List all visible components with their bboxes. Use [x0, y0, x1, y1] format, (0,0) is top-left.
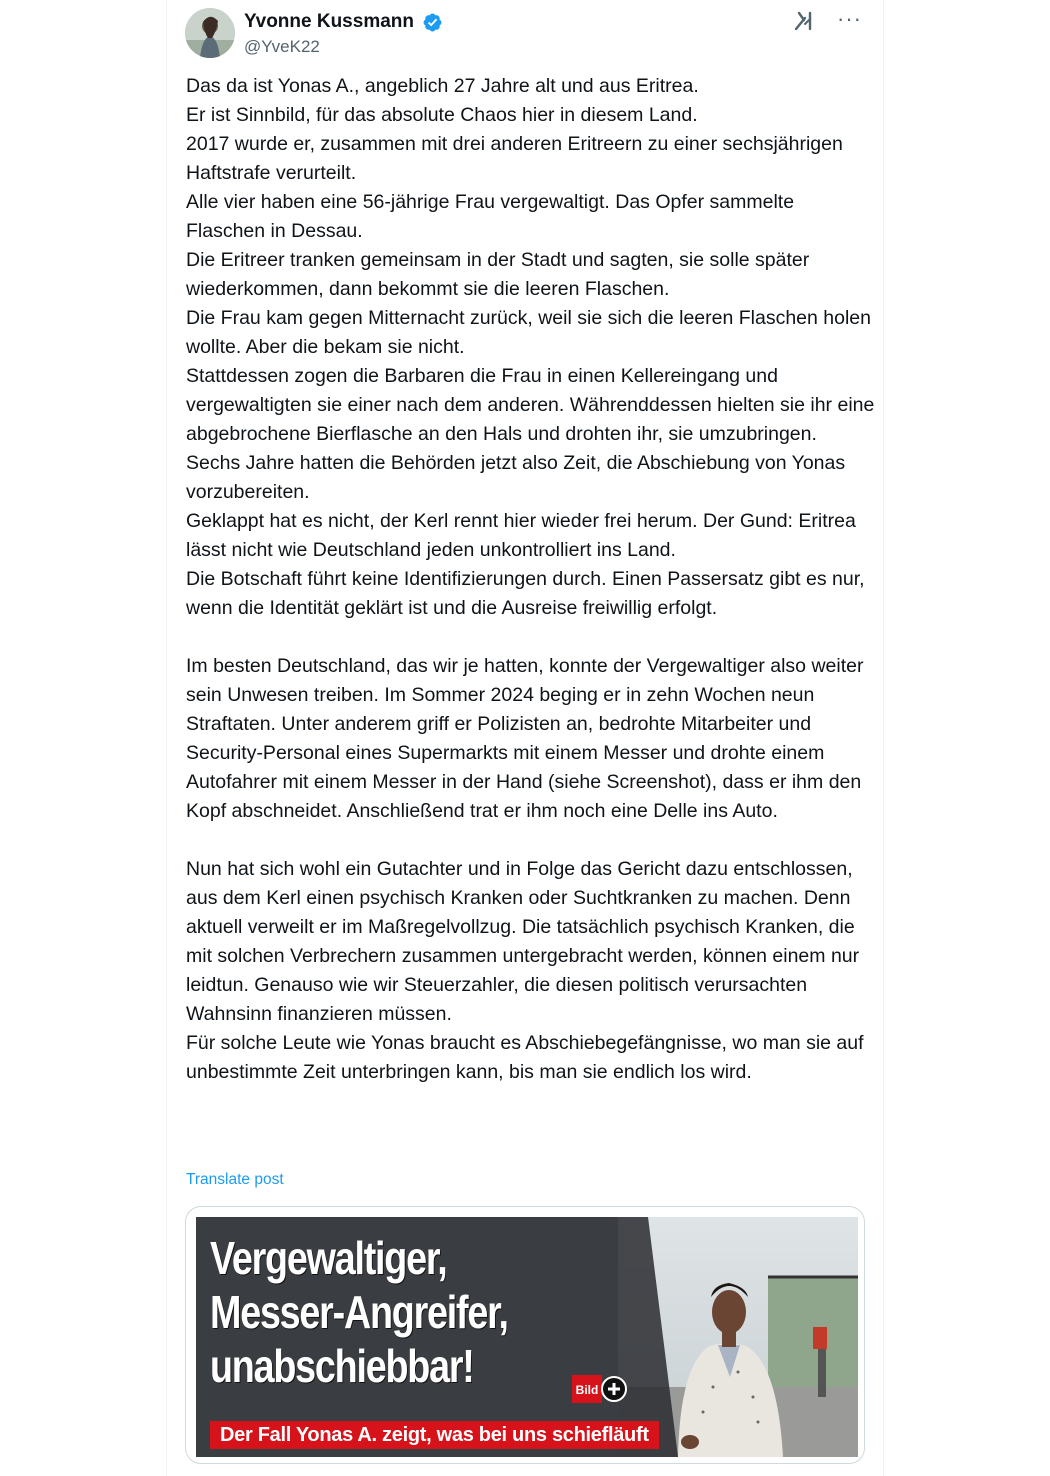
headline-line-2: Messer-Angreifer, [210, 1286, 508, 1338]
post-card [166, 0, 884, 1476]
bild-logo-text: Bild [575, 1383, 599, 1397]
bild-plus-logo-icon [572, 1375, 628, 1403]
bild-article-screenshot [196, 1217, 858, 1457]
post-media-image[interactable] [185, 1206, 865, 1464]
author-info [244, 11, 443, 59]
grok-icon[interactable] [793, 10, 815, 32]
author-display-name[interactable]: Yvonne Kussmann [244, 11, 414, 32]
post-body-text: Das da ist Yonas A., angeblich 27 Jahre alt und aus Eritrea. Er ist Sinnbild, für das absolute Chaos hier in diesem Land. 2017 wurde er, zusammen mit drei anderen Eritreern zu einer sechsjährigen Haftstrafe verurteilt. Alle vier haben eine 56-jährige Frau vergewaltigt. Das Opfer sammelte Flaschen in Dessau. Die Eritreer tranken gemeinsam in der Stadt und sagten, sie solle später wiederkommen, dann bekommt sie die leeren Flaschen. Die Frau kam gegen Mitternacht zurück, weil sie sich die leeren Flaschen holen wollte. Aber die bekam sie nicht. Stattdessen zogen die Barbaren die Frau in einen Kellereingang und vergewaltigten sie einer nach dem anderen. Währenddessen hielten sie ihr eine abgebrochene Bierflasche an den Hals und drohten ihr, sie umzubringen. Sechs Jahre hatten die Behörden jetzt also Zeit, die Abschiebung von Yonas vorzubereiten. Geklappt hat es nicht, der Kerl rennt hier wieder frei herum. Der Gund: Eritrea lässt nicht wie Deutschland jeden unkontrolliert ins Land. Die Botschaft führt keine Identifizierungen durch. Einen Passersatz gibt es nur, wenn die Identität geklärt ist und die Ausreise freiwillig erfolgt. Im besten Deutschland, das wir je hatten, konnte der Vergewaltiger also weiter sein Unwesen treiben. Im Sommer 2024 beging er in zehn Wochen neun Straftaten. Unter anderem griff er Polizisten an, bedrohte Mitarbeiter und Security-Personal eines Supermarkts mit einem Messer und drohte einem Autofahrer mit einem Messer in der Hand (siehe Screenshot), dass er ihm den Kopf abschneidet. Anschließend trat er ihm noch eine Delle ins Auto. Nun hat sich wohl ein Gutachter und in Folge das Gericht dazu entschlossen, aus dem Kerl einen psychisch Kranken oder Suchtkranken zu machen. Denn aktuell verweilt er im Maßregelvollzug. Die tatsächlich psychisch Kranken, die mit solchen Verbrechern zusammen untergebracht werden, können einem nur leidtun. Genauso wie wir Steuerzahler, die diesen politisch verursachten Wahnsinn finanzieren müssen. Für solche Leute wie Yonas braucht es Abschiebegefängnisse, wo man sie auf unbestimmte Zeit unterbringen kann, bis man sie endlich los wird. [186, 75, 875, 1083]
more-options-icon[interactable]: ··· [837, 6, 862, 31]
article-subline: Der Fall Yonas A. zeigt, was bei uns schiefläuft [210, 1421, 659, 1449]
headline-line-1: Vergewaltiger, [210, 1232, 447, 1284]
post-header [185, 8, 865, 60]
avatar[interactable] [185, 8, 235, 58]
verified-badge-icon[interactable] [422, 12, 443, 33]
headline-line-3: unabschiebbar! [210, 1340, 474, 1392]
author-handle[interactable]: @YveK22 [244, 37, 320, 56]
article-headline [210, 1231, 508, 1393]
avatar-photo-icon [185, 8, 235, 58]
translate-post-link[interactable]: Translate post [186, 1171, 284, 1188]
